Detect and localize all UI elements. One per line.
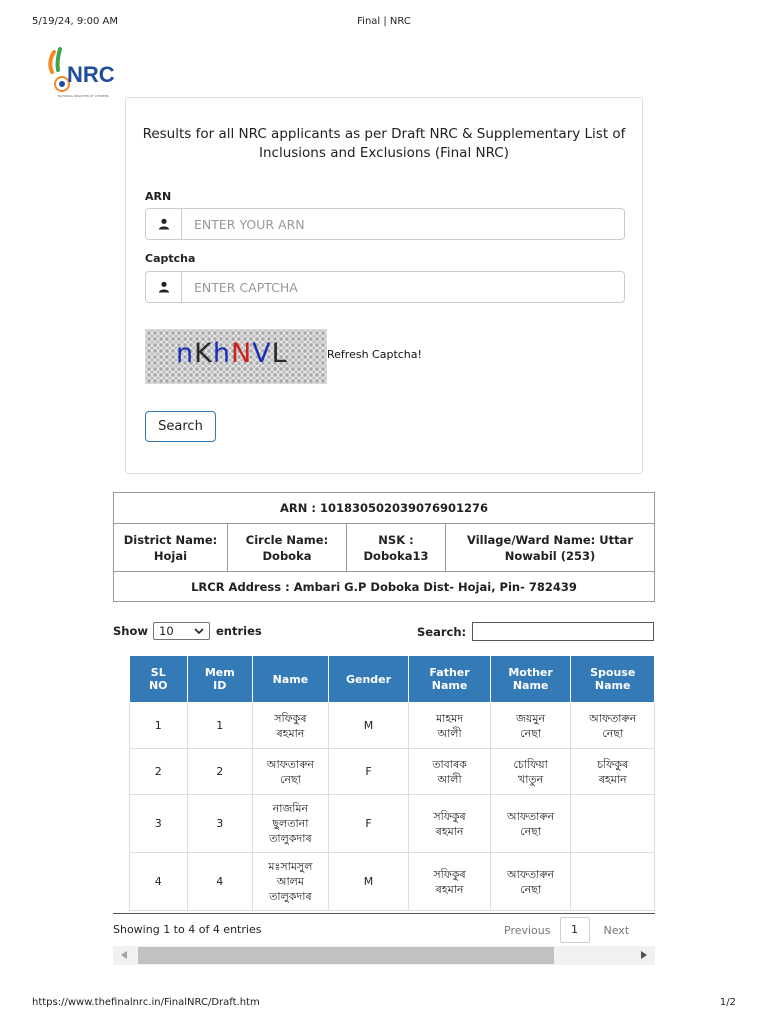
show-label: Show	[113, 624, 148, 638]
print-url: https://www.thefinalnrc.in/FinalNRC/Draft.htm	[32, 997, 260, 1008]
table-cell-text: 2	[154, 765, 162, 778]
circle-cell	[228, 524, 347, 572]
table-cell-text: ছুলতানা	[272, 817, 309, 830]
table-cell-text: সফিকুৰ	[433, 867, 466, 881]
captcha-input-group	[145, 271, 625, 303]
village-label: Village/Ward Name: Uttar	[467, 532, 633, 547]
table-header-row	[130, 656, 655, 703]
column-header-text: Gender	[345, 672, 392, 686]
table-cell-text: নেছা	[602, 726, 624, 740]
table-cell-text: নাজমিন	[272, 802, 309, 815]
lrcr-address: LRCR Address : Ambari G.P Doboka Dist- Hojai, Pin- 782439	[114, 572, 655, 602]
print-page-number: 1/2	[719, 997, 736, 1008]
table-cell-text: ৰহমান	[435, 824, 464, 838]
captcha-char: h	[212, 338, 231, 369]
table-cell	[253, 749, 329, 795]
column-header-text: NO	[148, 679, 168, 692]
column-header-text: Name	[594, 679, 631, 692]
members-table	[129, 655, 655, 911]
column-header-text: Spouse	[590, 666, 636, 679]
table-body	[130, 703, 655, 911]
scrollbar-thumb[interactable]	[138, 947, 554, 964]
previous-page-button[interactable]: Previous	[504, 923, 551, 937]
column-header-text: ID	[213, 679, 227, 692]
table-cell	[130, 749, 188, 795]
table-cell	[187, 703, 253, 749]
arn-input-group	[145, 208, 625, 240]
table-cell	[187, 853, 253, 911]
table-cell	[130, 853, 188, 911]
table-cell-text: আলম	[276, 875, 304, 888]
table-cell-text: নেছা	[279, 772, 301, 786]
table-cell	[490, 703, 571, 749]
entries-select-value: 10	[159, 624, 174, 638]
table-cell-text: নেছা	[520, 882, 542, 896]
table-cell	[409, 795, 491, 853]
table-cell-text: 2	[216, 765, 224, 778]
table-cell	[409, 853, 491, 911]
district-cell	[114, 524, 228, 572]
table-search-label: Search:	[417, 624, 467, 639]
table-cell	[571, 853, 655, 911]
column-header-text: Name	[512, 679, 549, 692]
table-search-control	[417, 622, 654, 641]
entries-length-control	[113, 622, 262, 640]
column-header[interactable]	[571, 656, 655, 703]
captcha-char: V	[252, 338, 272, 369]
table-cell-text: ৰহমান	[276, 726, 305, 740]
table-cell	[490, 853, 571, 911]
table-cell	[187, 795, 253, 853]
table-cell-text: তালুকদাৰ	[269, 832, 312, 845]
table-cell-text: 4	[154, 875, 162, 888]
column-header-text: SL	[150, 666, 166, 679]
table-cell	[328, 703, 409, 749]
chevron-down-icon	[194, 628, 204, 635]
table-cell-text: 4	[216, 875, 224, 888]
table-cell-text: আলী	[437, 772, 462, 786]
column-header[interactable]	[130, 656, 188, 703]
next-page-button[interactable]: Next	[603, 923, 630, 937]
table-cell-text: জয়মুন	[516, 711, 546, 725]
table-row	[130, 703, 655, 749]
search-panel	[125, 97, 643, 474]
table-cell	[328, 853, 409, 911]
table-cell	[253, 795, 329, 853]
table-cell	[571, 703, 655, 749]
column-header-text: Father	[429, 666, 470, 679]
table-cell-text: সফিকুৰ	[274, 711, 307, 725]
captcha-char: n	[176, 338, 195, 369]
table-cell-text: আফতাৰুন	[589, 711, 637, 725]
table-cell	[571, 749, 655, 795]
pagination	[495, 917, 638, 943]
nsk-value: Doboka13	[363, 548, 429, 563]
table-cell-text: আলী	[437, 726, 462, 740]
nrc-logo-graphic	[46, 44, 126, 94]
table-cell-text: খাতুন	[517, 772, 544, 786]
nsk-cell	[347, 524, 446, 572]
print-title: Final | NRC	[357, 16, 411, 27]
column-header[interactable]	[490, 656, 571, 703]
table-cell-text: নেছা	[520, 726, 542, 740]
scroll-left-arrow-icon[interactable]	[121, 951, 127, 959]
table-cell-text: সফিকুৰ	[433, 809, 466, 823]
scroll-right-arrow-icon[interactable]	[641, 951, 647, 959]
members-table-scroll	[113, 652, 655, 914]
logo-tagline: NATIONAL REGISTER OF CITIZENS	[58, 94, 109, 98]
table-row	[130, 853, 655, 911]
table-cell-text: 3	[154, 817, 162, 830]
table-cell-text: M	[363, 875, 374, 888]
circle-value: Doboka	[262, 548, 312, 563]
table-cell	[490, 749, 571, 795]
column-header[interactable]	[328, 656, 409, 703]
circle-label: Circle Name:	[245, 532, 329, 547]
page-1-button[interactable]: 1	[560, 917, 590, 943]
column-header[interactable]	[409, 656, 491, 703]
table-cell	[409, 703, 491, 749]
table-cell	[328, 749, 409, 795]
captcha-image	[145, 329, 327, 384]
captcha-text	[176, 338, 288, 369]
applicant-info-table	[113, 492, 655, 602]
column-header-text: Mother	[508, 666, 553, 679]
district-value: Hojai	[153, 548, 188, 563]
print-date: 5/19/24, 9:00 AM	[32, 16, 119, 27]
village-cell	[446, 524, 655, 572]
table-info: Showing 1 to 4 of 4 entries	[113, 923, 262, 936]
table-cell-text: নেছা	[520, 824, 542, 838]
table-cell-text: 3	[216, 817, 224, 830]
entries-select[interactable]	[153, 622, 210, 640]
nrc-logo	[46, 44, 126, 98]
table-cell	[253, 703, 329, 749]
refresh-captcha-link[interactable]: Refresh Captcha!	[327, 348, 422, 361]
table-cell	[187, 749, 253, 795]
table-cell	[409, 749, 491, 795]
table-cell-text: চফিকুৰ	[597, 757, 629, 771]
captcha-char: N	[230, 338, 253, 369]
captcha-input[interactable]	[182, 272, 624, 302]
arn-number: ARN : 101830502039076901276	[114, 493, 655, 524]
panel-title: Results for all NRC applicants as per Draft NRC & Supplementary List of Inclusions and Exclusions (Final NRC)	[142, 126, 626, 161]
entries-label: entries	[216, 624, 262, 638]
table-cell-text: আফতাৰুন	[266, 757, 314, 771]
column-header[interactable]	[253, 656, 329, 703]
search-button[interactable]: Search	[145, 411, 216, 442]
table-cell-text: ৰহমান	[598, 772, 627, 786]
table-cell-text: মাহমদ	[436, 711, 464, 725]
arn-label: ARN	[145, 190, 172, 203]
table-cell	[571, 795, 655, 853]
column-header-text: Name	[272, 672, 309, 686]
table-cell-text: তালুকদাৰ	[269, 890, 312, 903]
nsk-label: NSK :	[378, 532, 414, 547]
logo-text: NRC	[67, 62, 115, 87]
table-cell-text: M	[363, 719, 374, 732]
table-cell-text: 1	[154, 719, 162, 732]
column-header[interactable]	[187, 656, 253, 703]
column-header-text: Mem	[204, 666, 235, 679]
table-cell-text: আফতাৰুন	[507, 809, 555, 823]
table-cell-text: ৰহমান	[435, 882, 464, 896]
captcha-char: L	[271, 338, 288, 369]
captcha-char: K	[194, 338, 213, 369]
table-cell	[253, 853, 329, 911]
column-header-text: Name	[431, 679, 468, 692]
user-icon	[146, 272, 182, 302]
table-cell-text: F	[365, 817, 372, 830]
table-cell-text: আফতাৰুন	[507, 867, 555, 881]
table-row	[130, 749, 655, 795]
village-value: Nowabil (253)	[504, 548, 596, 563]
table-cell	[490, 795, 571, 853]
horizontal-scrollbar[interactable]	[113, 946, 655, 965]
table-cell-text: মঃসামসুল	[268, 860, 313, 873]
table-row	[130, 795, 655, 853]
table-cell-text: চোফিয়া	[513, 757, 548, 771]
table-cell	[130, 795, 188, 853]
table-cell-text: 1	[216, 719, 224, 732]
arn-input[interactable]	[182, 209, 624, 239]
table-cell-text: তাবাৰক	[432, 757, 467, 771]
captcha-label: Captcha	[145, 252, 196, 265]
user-icon	[146, 209, 182, 239]
district-label: District Name:	[123, 532, 218, 547]
table-cell-text: F	[365, 765, 372, 778]
table-cell	[328, 795, 409, 853]
table-cell	[130, 703, 188, 749]
table-search-input[interactable]	[472, 622, 654, 641]
